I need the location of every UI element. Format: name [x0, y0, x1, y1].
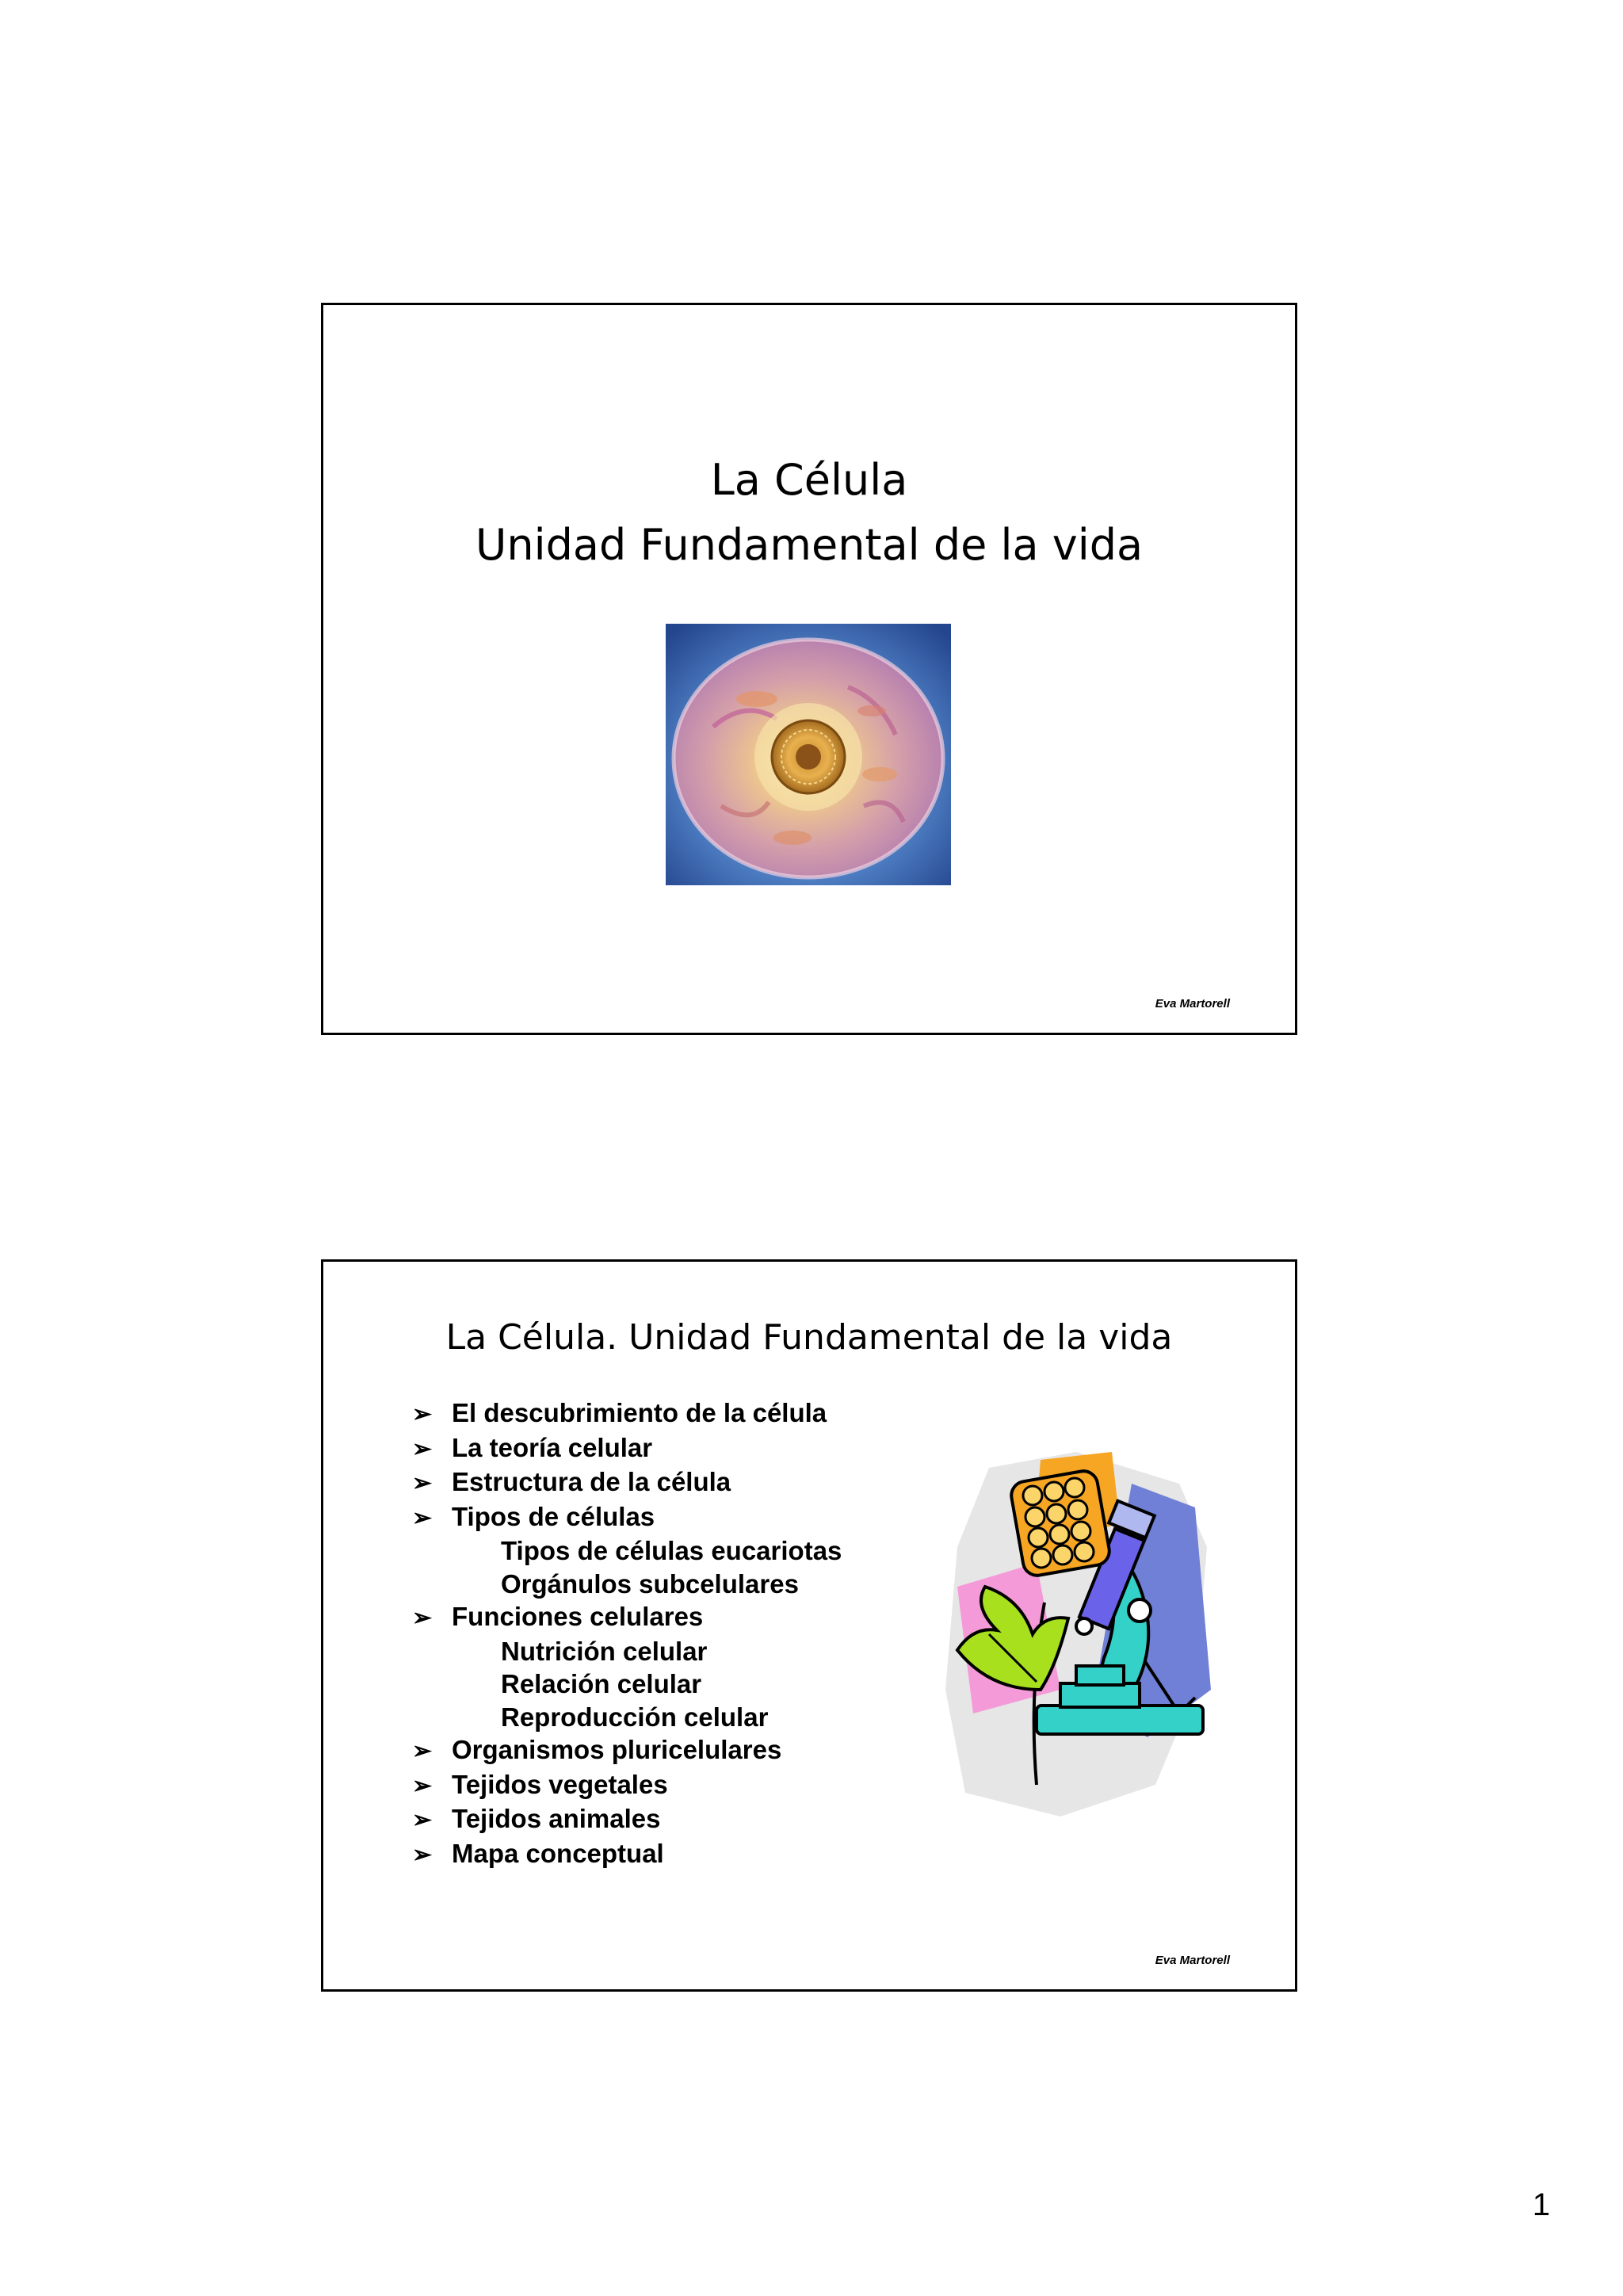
- topic-text: Tejidos animales: [452, 1804, 661, 1833]
- topic-text: Relación celular: [501, 1669, 702, 1698]
- slide-2: [321, 1259, 1297, 1992]
- arrow-bullet-icon: ➢: [412, 1772, 433, 1799]
- topic-item: [412, 1500, 842, 1535]
- topic-text: Orgánulos subcelulares: [501, 1568, 799, 1599]
- cell-illustration: [666, 624, 951, 885]
- subtopic-item: [412, 1635, 842, 1668]
- topic-item: [412, 1733, 842, 1768]
- arrow-bullet-icon: ➢: [412, 1470, 433, 1496]
- topic-item: [412, 1396, 842, 1431]
- arrow-bullet-icon: ➢: [412, 1841, 433, 1868]
- topic-item: [412, 1431, 842, 1466]
- topic-item: [412, 1802, 842, 1837]
- topic-item: [412, 1465, 842, 1500]
- topic-text: Tejidos vegetales: [452, 1769, 668, 1799]
- topic-text: Nutrición celular: [501, 1636, 708, 1666]
- subtopic-item: [412, 1701, 842, 1734]
- arrow-bullet-icon: ➢: [412, 1807, 433, 1833]
- topic-text: Tipos de células eucariotas: [501, 1536, 842, 1565]
- slide-title-line-2: Unidad Fundamental de la vida: [475, 520, 1144, 570]
- topic-text: Funciones celulares: [452, 1602, 704, 1631]
- author-label: Eva Martorell: [1155, 1954, 1230, 1967]
- topic-text: El descubrimiento de la célula: [452, 1398, 827, 1427]
- topic-text: Reproducción celular: [501, 1702, 769, 1732]
- page-number: 1: [1532, 2187, 1550, 2222]
- slide-title: La Célula. Unidad Fundamental de la vida: [445, 1317, 1173, 1358]
- slide-1: [321, 303, 1297, 1035]
- arrow-bullet-icon: ➢: [412, 1401, 433, 1427]
- subtopic-item: [412, 1568, 842, 1601]
- topic-list: [412, 1396, 842, 1871]
- subtopic-item: [412, 1668, 842, 1701]
- arrow-bullet-icon: ➢: [412, 1504, 433, 1531]
- subtopic-item: [412, 1534, 842, 1568]
- slide-title: [323, 448, 1295, 578]
- topic-item: [412, 1768, 842, 1803]
- topic-text: Tipos de células: [452, 1501, 655, 1531]
- topic-text: La teoría celular: [452, 1432, 653, 1462]
- arrow-bullet-icon: ➢: [412, 1605, 433, 1631]
- arrow-bullet-icon: ➢: [412, 1738, 433, 1764]
- topic-item: [412, 1837, 842, 1872]
- slide-title-line-1: La Célula: [710, 455, 908, 505]
- author-label: Eva Martorell: [1155, 997, 1230, 1010]
- arrow-bullet-icon: ➢: [412, 1435, 433, 1462]
- topic-item: [412, 1600, 842, 1635]
- topic-text: Organismos pluricelulares: [452, 1735, 782, 1764]
- topic-text: Estructura de la célula: [452, 1467, 731, 1496]
- topic-text: Mapa conceptual: [452, 1838, 664, 1868]
- microscope-plant-clipart: [941, 1452, 1211, 1817]
